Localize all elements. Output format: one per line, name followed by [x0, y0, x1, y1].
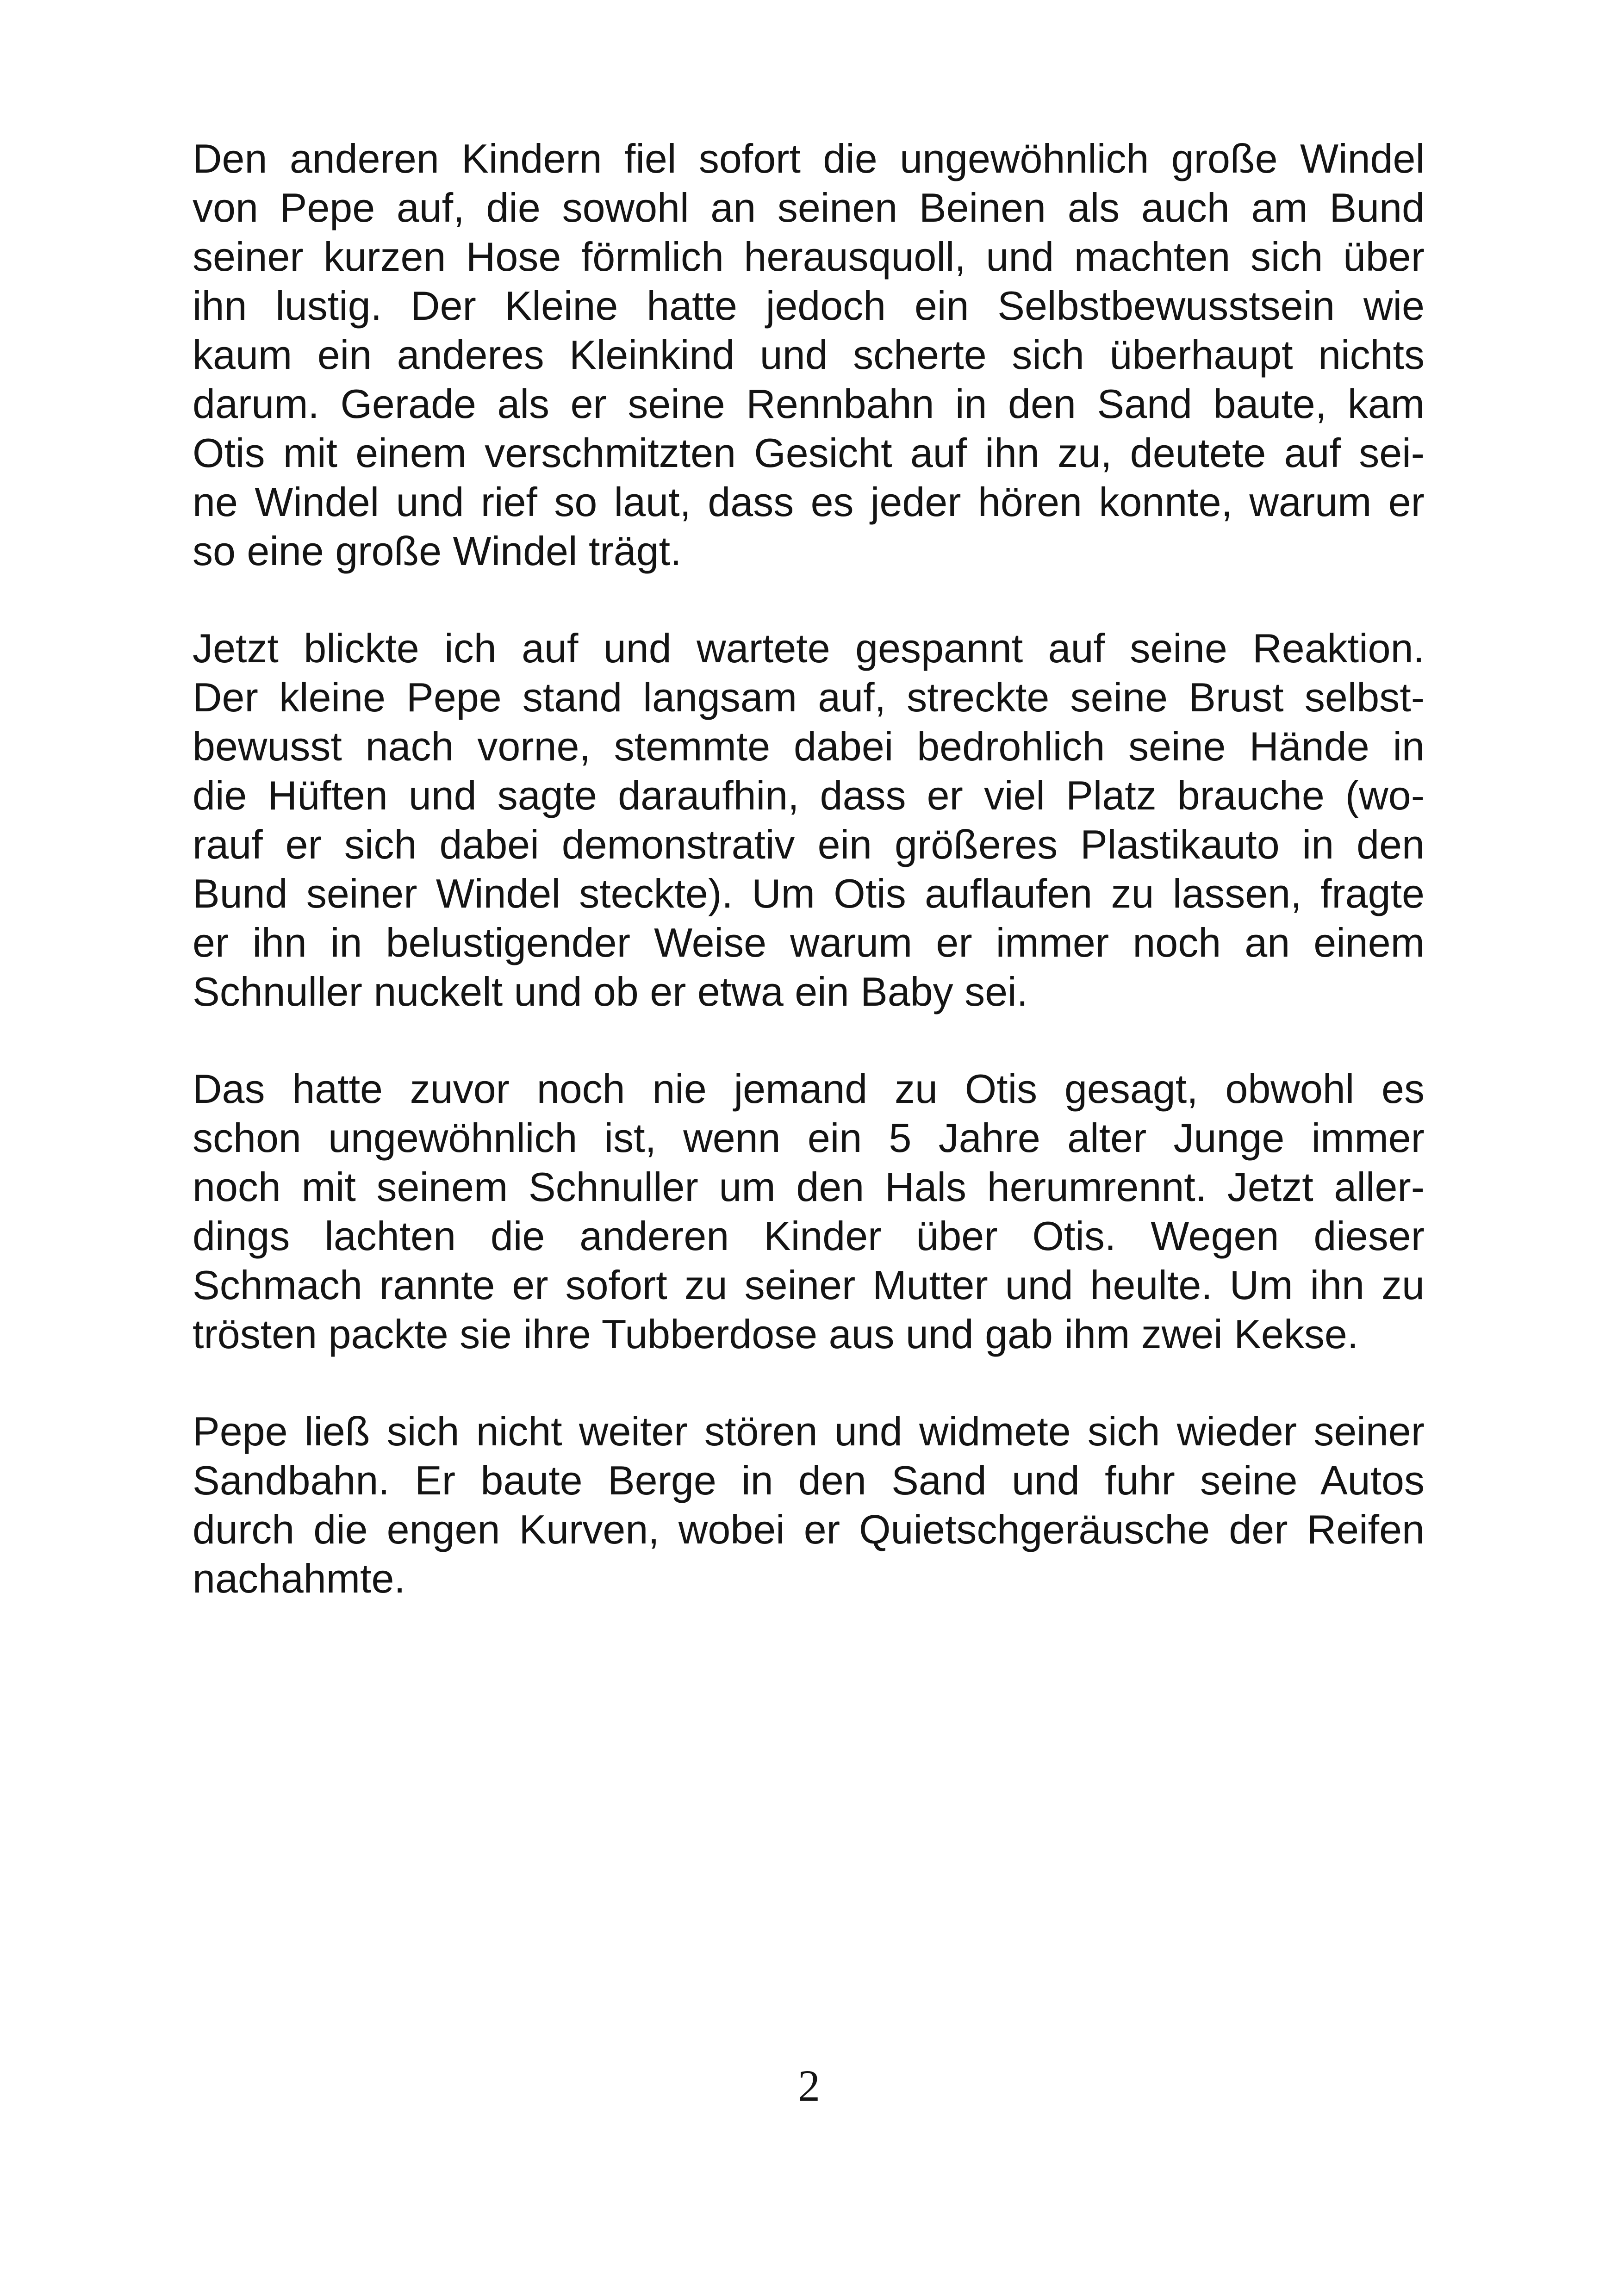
paragraph-3	[193, 1064, 1425, 1359]
body-text	[193, 134, 1425, 1603]
paragraph-4	[193, 1407, 1425, 1603]
text-line: er ihn in belustigender Weise warum er immer noch an einem	[193, 920, 1425, 965]
text-line: Otis mit einem verschmitzten Gesicht auf ihn zu, deutete auf sei-	[193, 430, 1425, 476]
paragraph-2	[193, 624, 1425, 1016]
text-line: von Pepe auf, die sowohl an seinen Beinen als auch am Bund	[193, 185, 1425, 230]
text-line: noch mit seinem Schnuller um den Hals herumrennt. Jetzt aller-	[193, 1164, 1425, 1210]
text-line: schon ungewöhnlich ist, wenn ein 5 Jahre alter Junge immer	[193, 1115, 1425, 1161]
text-line: Schnuller nuckelt und ob er etwa ein Baby sei.	[193, 969, 1028, 1014]
text-line: Bund seiner Windel steckte). Um Otis auflaufen zu lassen, fragte	[193, 871, 1425, 916]
text-line: Der kleine Pepe stand langsam auf, streckte seine Brust selbst-	[193, 674, 1425, 720]
text-line: bewusst nach vorne, stemmte dabei bedrohlich seine Hände in	[193, 723, 1425, 769]
text-line: Jetzt blickte ich auf und wartete gespannt auf seine Reaktion.	[193, 625, 1425, 671]
text-line: Pepe ließ sich nicht weiter stören und widmete sich wieder seiner	[193, 1408, 1425, 1454]
text-line: Schmach rannte er sofort zu seiner Mutter und heulte. Um ihn zu	[193, 1262, 1425, 1308]
text-line: ne Windel und rief so laut, dass es jeder hören konnte, warum er	[193, 479, 1425, 525]
text-line: Das hatte zuvor noch nie jemand zu Otis gesagt, obwohl es	[193, 1066, 1425, 1112]
text-line: trösten packte sie ihre Tubberdose aus und gab ihm zwei Kekse.	[193, 1311, 1359, 1357]
paragraph-spacer	[193, 576, 1425, 624]
paragraph-spacer	[193, 1016, 1425, 1064]
text-line: kaum ein anderes Kleinkind und scherte sich überhaupt nichts	[193, 332, 1425, 378]
text-line: seiner kurzen Hose förmlich herausquoll, und machten sich über	[193, 234, 1425, 280]
text-line: Den anderen Kindern fiel sofort die ungewöhnlich große Windel	[193, 136, 1425, 181]
text-line: rauf er sich dabei demonstrativ ein größeres Plastikauto in den	[193, 821, 1425, 867]
text-line: darum. Gerade als er seine Rennbahn in den Sand baute, kam	[193, 381, 1425, 427]
paragraph-1	[193, 134, 1425, 576]
page-number: 2	[798, 2061, 820, 2110]
text-line: nachahmte.	[193, 1556, 405, 1601]
text-line: die Hüften und sagte daraufhin, dass er viel Platz brauche (wo-	[193, 772, 1425, 818]
text-line: ihn lustig. Der Kleine hatte jedoch ein Selbstbewusstsein wie	[193, 283, 1425, 329]
text-line: durch die engen Kurven, wobei er Quietschgeräusche der Reifen	[193, 1506, 1425, 1552]
paragraph-spacer	[193, 1359, 1425, 1407]
text-line: Sandbahn. Er baute Berge in den Sand und fuhr seine Autos	[193, 1457, 1425, 1503]
text-line: so eine große Windel trägt.	[193, 528, 682, 574]
text-line: dings lachten die anderen Kinder über Otis. Wegen dieser	[193, 1213, 1425, 1259]
